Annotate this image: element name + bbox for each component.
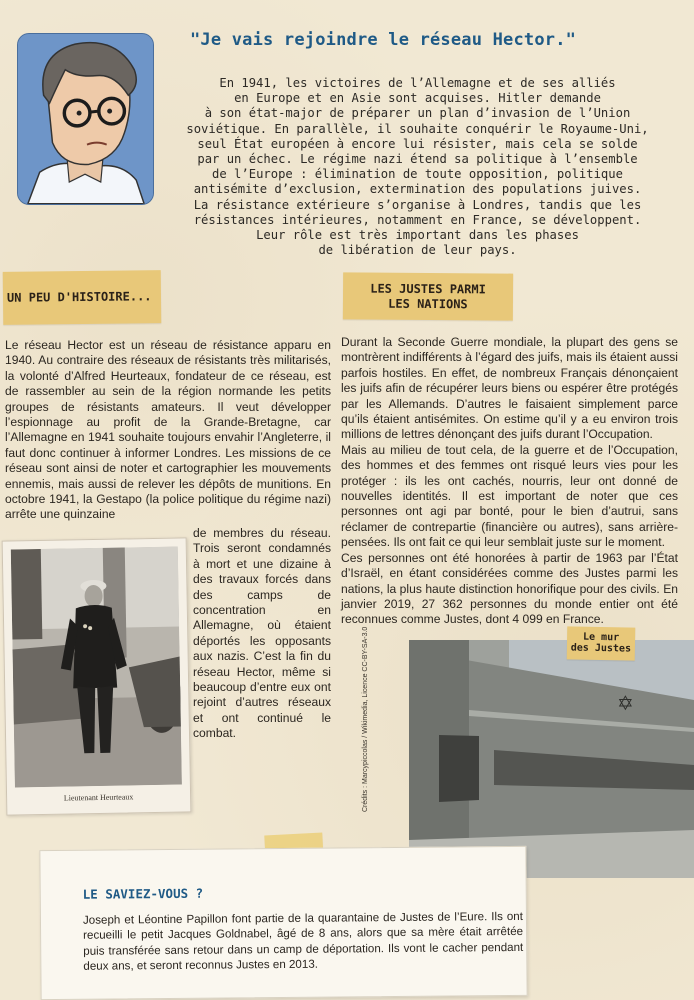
did-you-know-title: LE SAVIEZ-VOUS ?	[82, 885, 204, 902]
justes-text	[341, 335, 678, 628]
intro-text: En 1941, les victoires de l’Allemagne et de ses alliés en Europe et en Asie sont acquises. Hitler demande à son état-major de préparer un plan d’invasion de l’Union soviétique. En parallèle, il souhaite conquérir le Royaume-Uni, seul État européen à encore lui résister, mais cela se solde par un échec. Le régime nazi étend sa politique à l’ensemble de l’Europe : élimination de toute opposition, politique antisémite d’exclusion, extermination des populations juives. La résistance extérieure s’organise à Londres, tandis que les résistances intérieures, notamment en France, se développent. Leur rôle est très important dans les phases de libération de leur pays.	[186, 76, 649, 258]
photo-credits: Crédits : Marcypiccolas / Wikimedia, Licence CC-BY-SA-3.0	[362, 626, 369, 812]
did-you-know-box	[39, 846, 527, 1000]
justes-paragraph: Ces personnes ont été honorées à partir de 1963 par l’État d’Israël, en étant considérées comme des Justes parmi les nations, la plus haute distinction honorifique pour des civils. En janvier 2019, 27 362 personnes du monde entier ont été reconnues comme Justes, dont 4 099 en France.	[341, 550, 678, 627]
memorial-wall-illustration	[409, 640, 694, 878]
did-you-know-text: Joseph et Léontine Papillon font partie de la quarantaine de Justes de l’Eure. Ils ont recueilli le petit Jacques Goldnabel, âgé de 8 ans, alors que sa mère était arrêtée puis transférée sans retour dans un camp de déportation. Ils vont le cacher pendant deux ans, et seront reconnus Justes en 2013.	[82, 909, 524, 973]
character-portrait	[17, 33, 154, 205]
photo-caption: Lieutenant Heurteaux	[63, 792, 134, 803]
wall-of-righteous-photo	[409, 640, 694, 878]
history-paragraph: Le réseau Hector est un réseau de résistance apparu en 1940. Au contraire des réseaux de résistants très militarisés, la volonté d’Alfred Heurteaux, fondateur de ce réseau, est de rassembler au sein de la région normande les petits groupes de résistants amateurs. Il veut développer l’espionnage au profit de la Grande-Bretagne, car l’Allemagne en 1941 souhaite toujours envahir l’Angleterre, il faut donc continuer à informer Londres. Les missions de ce réseau sont ainsi de noter et cartographier les mouvements ennemis, mais aussi de relever les dépôts de munitions. En octobre 1941, la Gestapo (la police politique du régime nazi) arrête une quinzaine	[5, 338, 331, 522]
justes-section-title: LES JUSTES PARMI LES NATIONS	[343, 272, 513, 320]
history-paragraph-continued: de membres du réseau. Trois seront condamnés à mort et une dizaine à des travaux forcés dans des camps de concentration en Allemagne, où étaient déportés les opposants aux nazis. C’est la fin du réseau Hector, même si beaucoup d’entre eux ont rejoint d’autres réseaux et ont continué le combat.	[193, 526, 331, 741]
wall-caption-label: Le mur des Justes	[567, 626, 636, 660]
history-section-title: UN PEU D'HISTOIRE...	[3, 270, 162, 325]
heurteaux-photo	[2, 537, 192, 815]
cartoon-man-illustration	[18, 34, 153, 204]
justes-paragraph: Mais au milieu de tout cela, de la guerre et de l’Occupation, des hommes et des femmes ont risqué leurs vies pour les protéger : ils les ont cachés, nourris, leur ont donné de nouvelles identités. Il est important de noter que ces personnes ont agi par bonté, pour le bien d’autrui, sans réclamer de contrepartie (financière ou autres), sans arrière-pensées. Ils ont fait ce qui leur semblait juste sur le moment.	[341, 442, 678, 550]
justes-paragraph: Durant la Seconde Guerre mondiale, la plupart des gens se montrèrent indifférents à l’égard des juifs, mais ils étaient aussi parfois hostiles. En effet, de nombreux Français dénonçaient les juifs afin de récupérer leurs biens ou espérer être protégés par les Allemands. D’autres le faisaient simplement parce qu’ils étaient antisémites. On estime qu’il y a eu environ trois millions de lettres dénonçant des juifs durant l’Occupation.	[341, 335, 678, 442]
quote-title: "Je vais rejoindre le réseau Hector."	[190, 30, 577, 50]
officer-photo-illustration	[11, 547, 182, 788]
svg-text:✡: ✡	[617, 691, 634, 715]
